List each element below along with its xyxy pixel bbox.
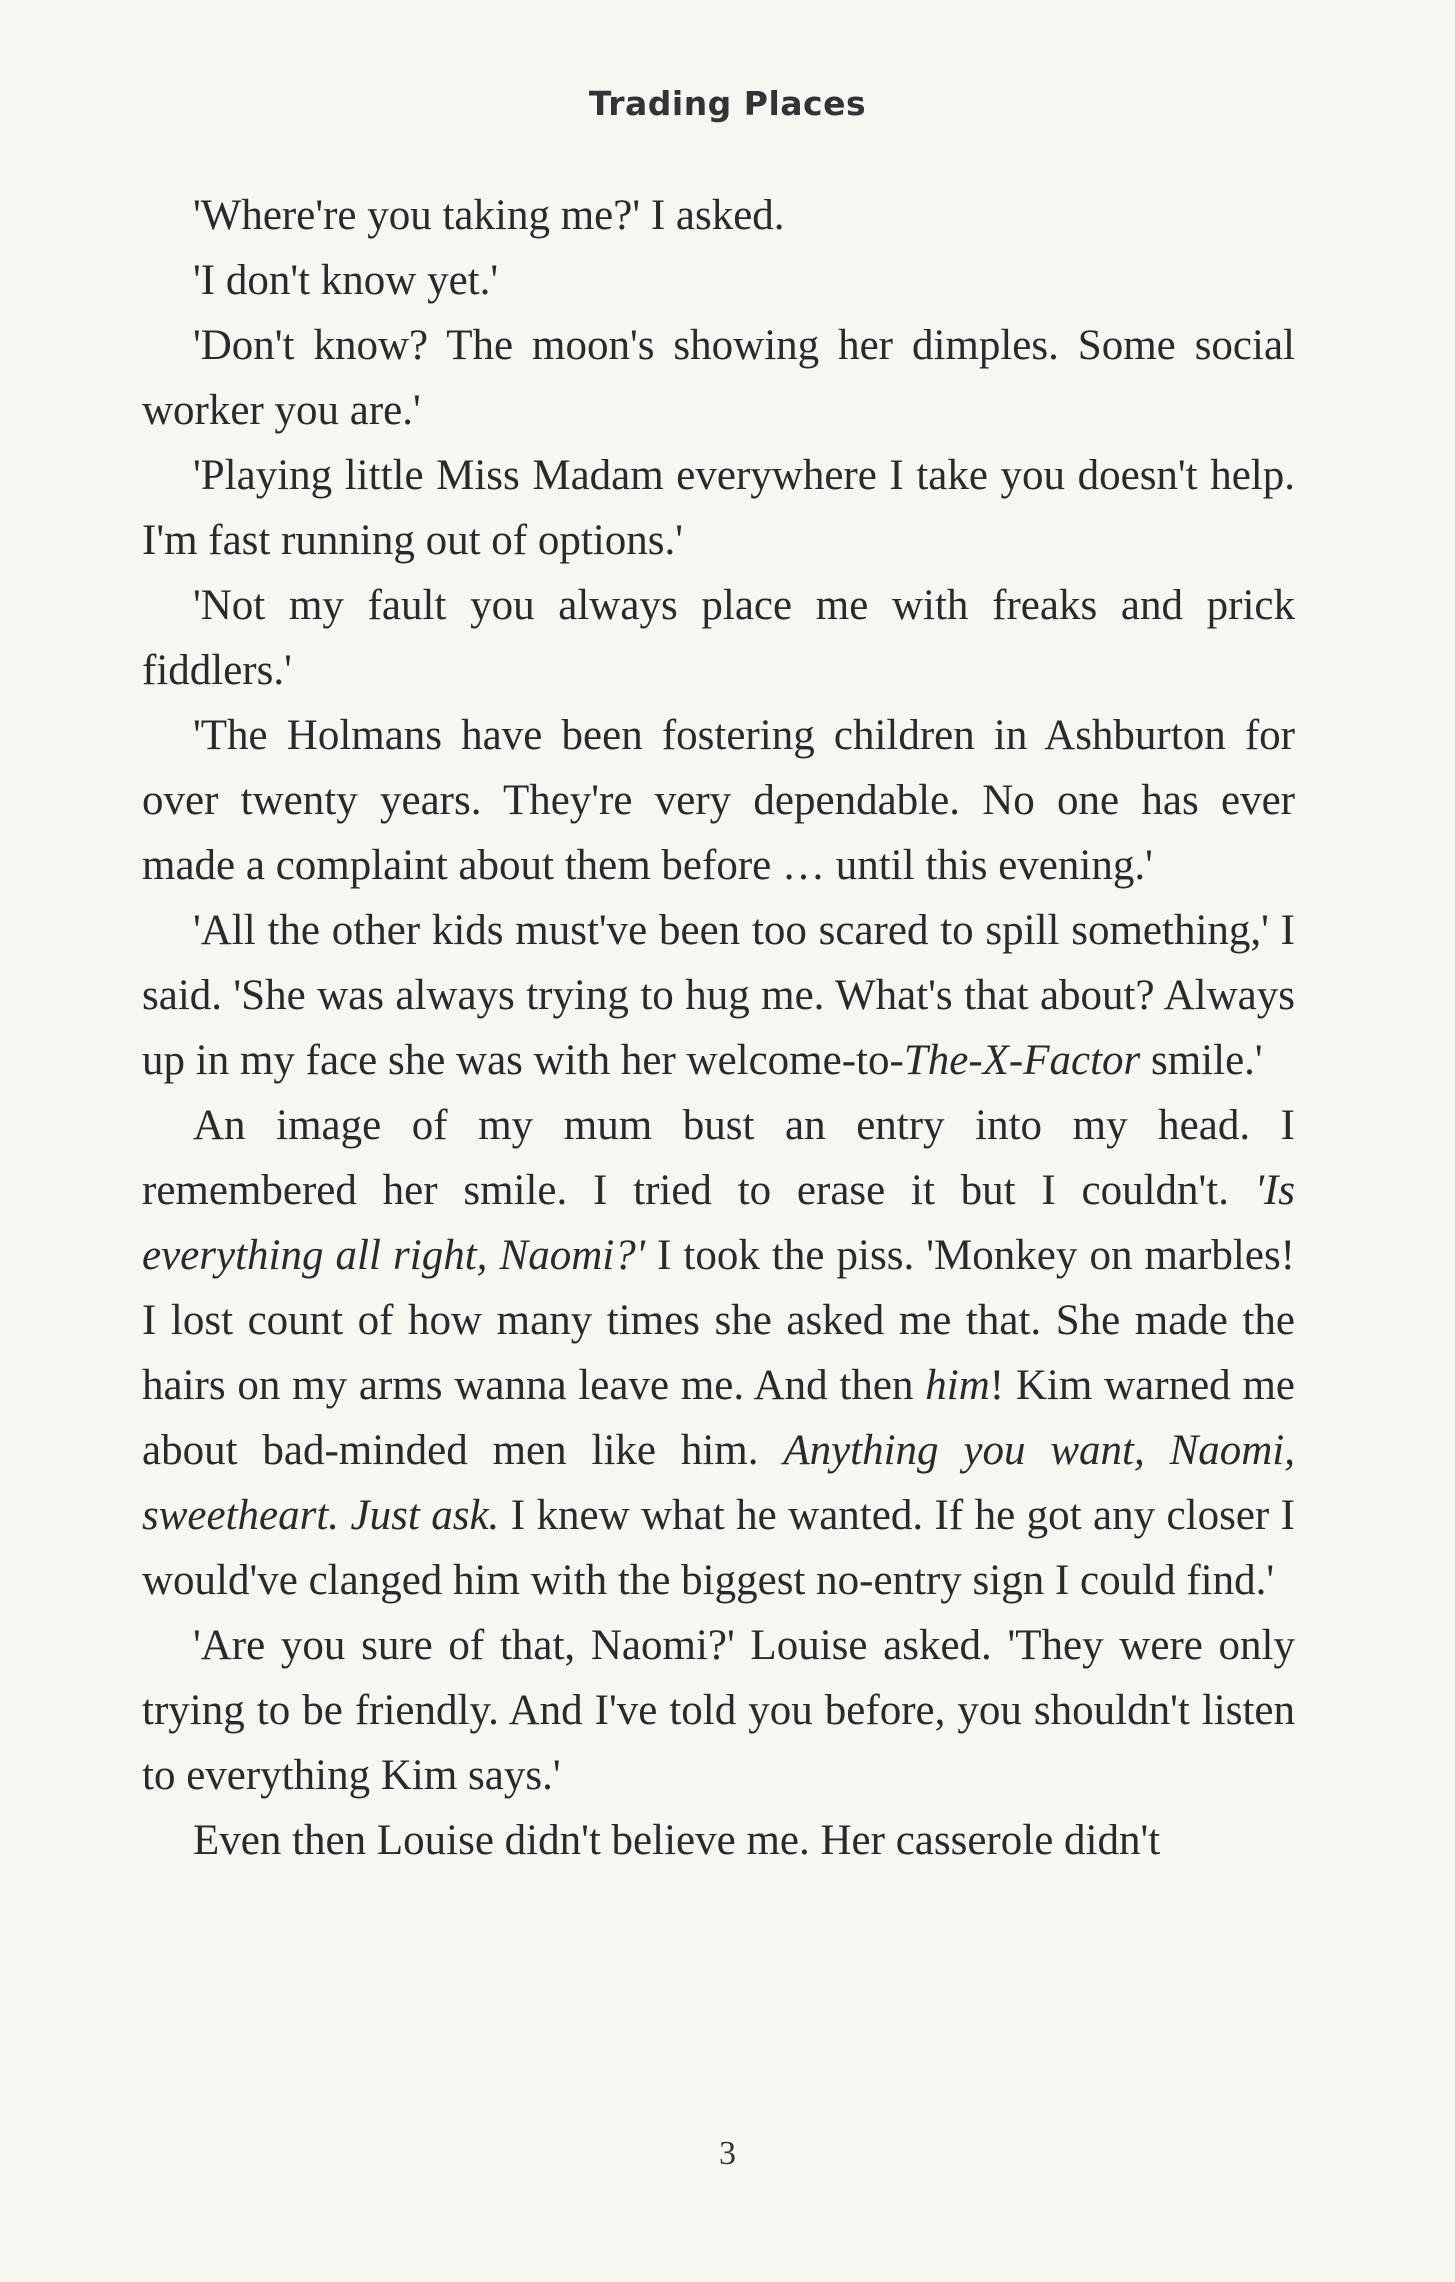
paragraph xyxy=(142,183,1295,248)
text-run: ! Kim warned me about bad-minded men like him. xyxy=(142,1362,1295,1474)
text-run: 'All the other kids must've been too scared to spill something,' I said. 'She was always trying to hug me. What's that about? Always up in my face she was with her welcome-to- xyxy=(142,907,1295,1084)
paragraph xyxy=(142,703,1295,898)
text-run: 'Don't know? The moon's showing her dimples. Some social worker you are.' xyxy=(142,322,1295,434)
text-run: 'Playing little Miss Madam everywhere I take you doesn't help. I'm fast running out of options.' xyxy=(142,452,1295,564)
italic-text: The-X-Factor xyxy=(903,1037,1141,1084)
text-run: I took the piss. 'Monkey on marbles! I lost count of how many times she asked me that. She made the hairs on my arms wanna leave me. And then xyxy=(142,1232,1295,1409)
text-run: 'The Holmans have been fostering children in Ashburton for over twenty years. They're very dependable. No one has ever made a complaint about them before … until this evening.' xyxy=(142,712,1295,889)
italic-text: Anything you want, Naomi, sweetheart. Just ask. xyxy=(142,1427,1295,1539)
paragraph xyxy=(142,248,1295,313)
paragraph xyxy=(142,1808,1295,1873)
text-run: I knew what he wanted. If he got any closer I would've clanged him with the biggest no-entry sign I could find.' xyxy=(142,1492,1295,1604)
italic-text: him xyxy=(925,1362,990,1409)
paragraph xyxy=(142,1613,1295,1808)
paragraph xyxy=(142,898,1295,1093)
body-text xyxy=(142,183,1295,1873)
text-run: 'Where're you taking me?' I asked. xyxy=(193,192,785,239)
paragraph xyxy=(142,1093,1295,1613)
text-run: 'Not my fault you always place me with freaks and prick fiddlers.' xyxy=(142,582,1295,694)
text-run: Even then Louise didn't believe me. Her casserole didn't xyxy=(193,1817,1161,1864)
italic-text: 'Is everything all right, Naomi?' xyxy=(142,1167,1295,1279)
text-run: 'Are you sure of that, Naomi?' Louise asked. 'They were only trying to be friendly. And I've told you before, you shouldn't listen to everything Kim says.' xyxy=(142,1622,1295,1799)
paragraph xyxy=(142,313,1295,443)
paragraph xyxy=(142,573,1295,703)
text-run: smile.' xyxy=(1140,1037,1263,1084)
paragraph xyxy=(142,443,1295,573)
text-run: An image of my mum bust an entry into my head. I remembered her smile. I tried to erase it but I couldn't. xyxy=(142,1102,1295,1214)
running-head: Trading Places xyxy=(588,84,867,123)
page-number: 3 xyxy=(719,2135,736,2172)
text-run: 'I don't know yet.' xyxy=(193,257,499,304)
